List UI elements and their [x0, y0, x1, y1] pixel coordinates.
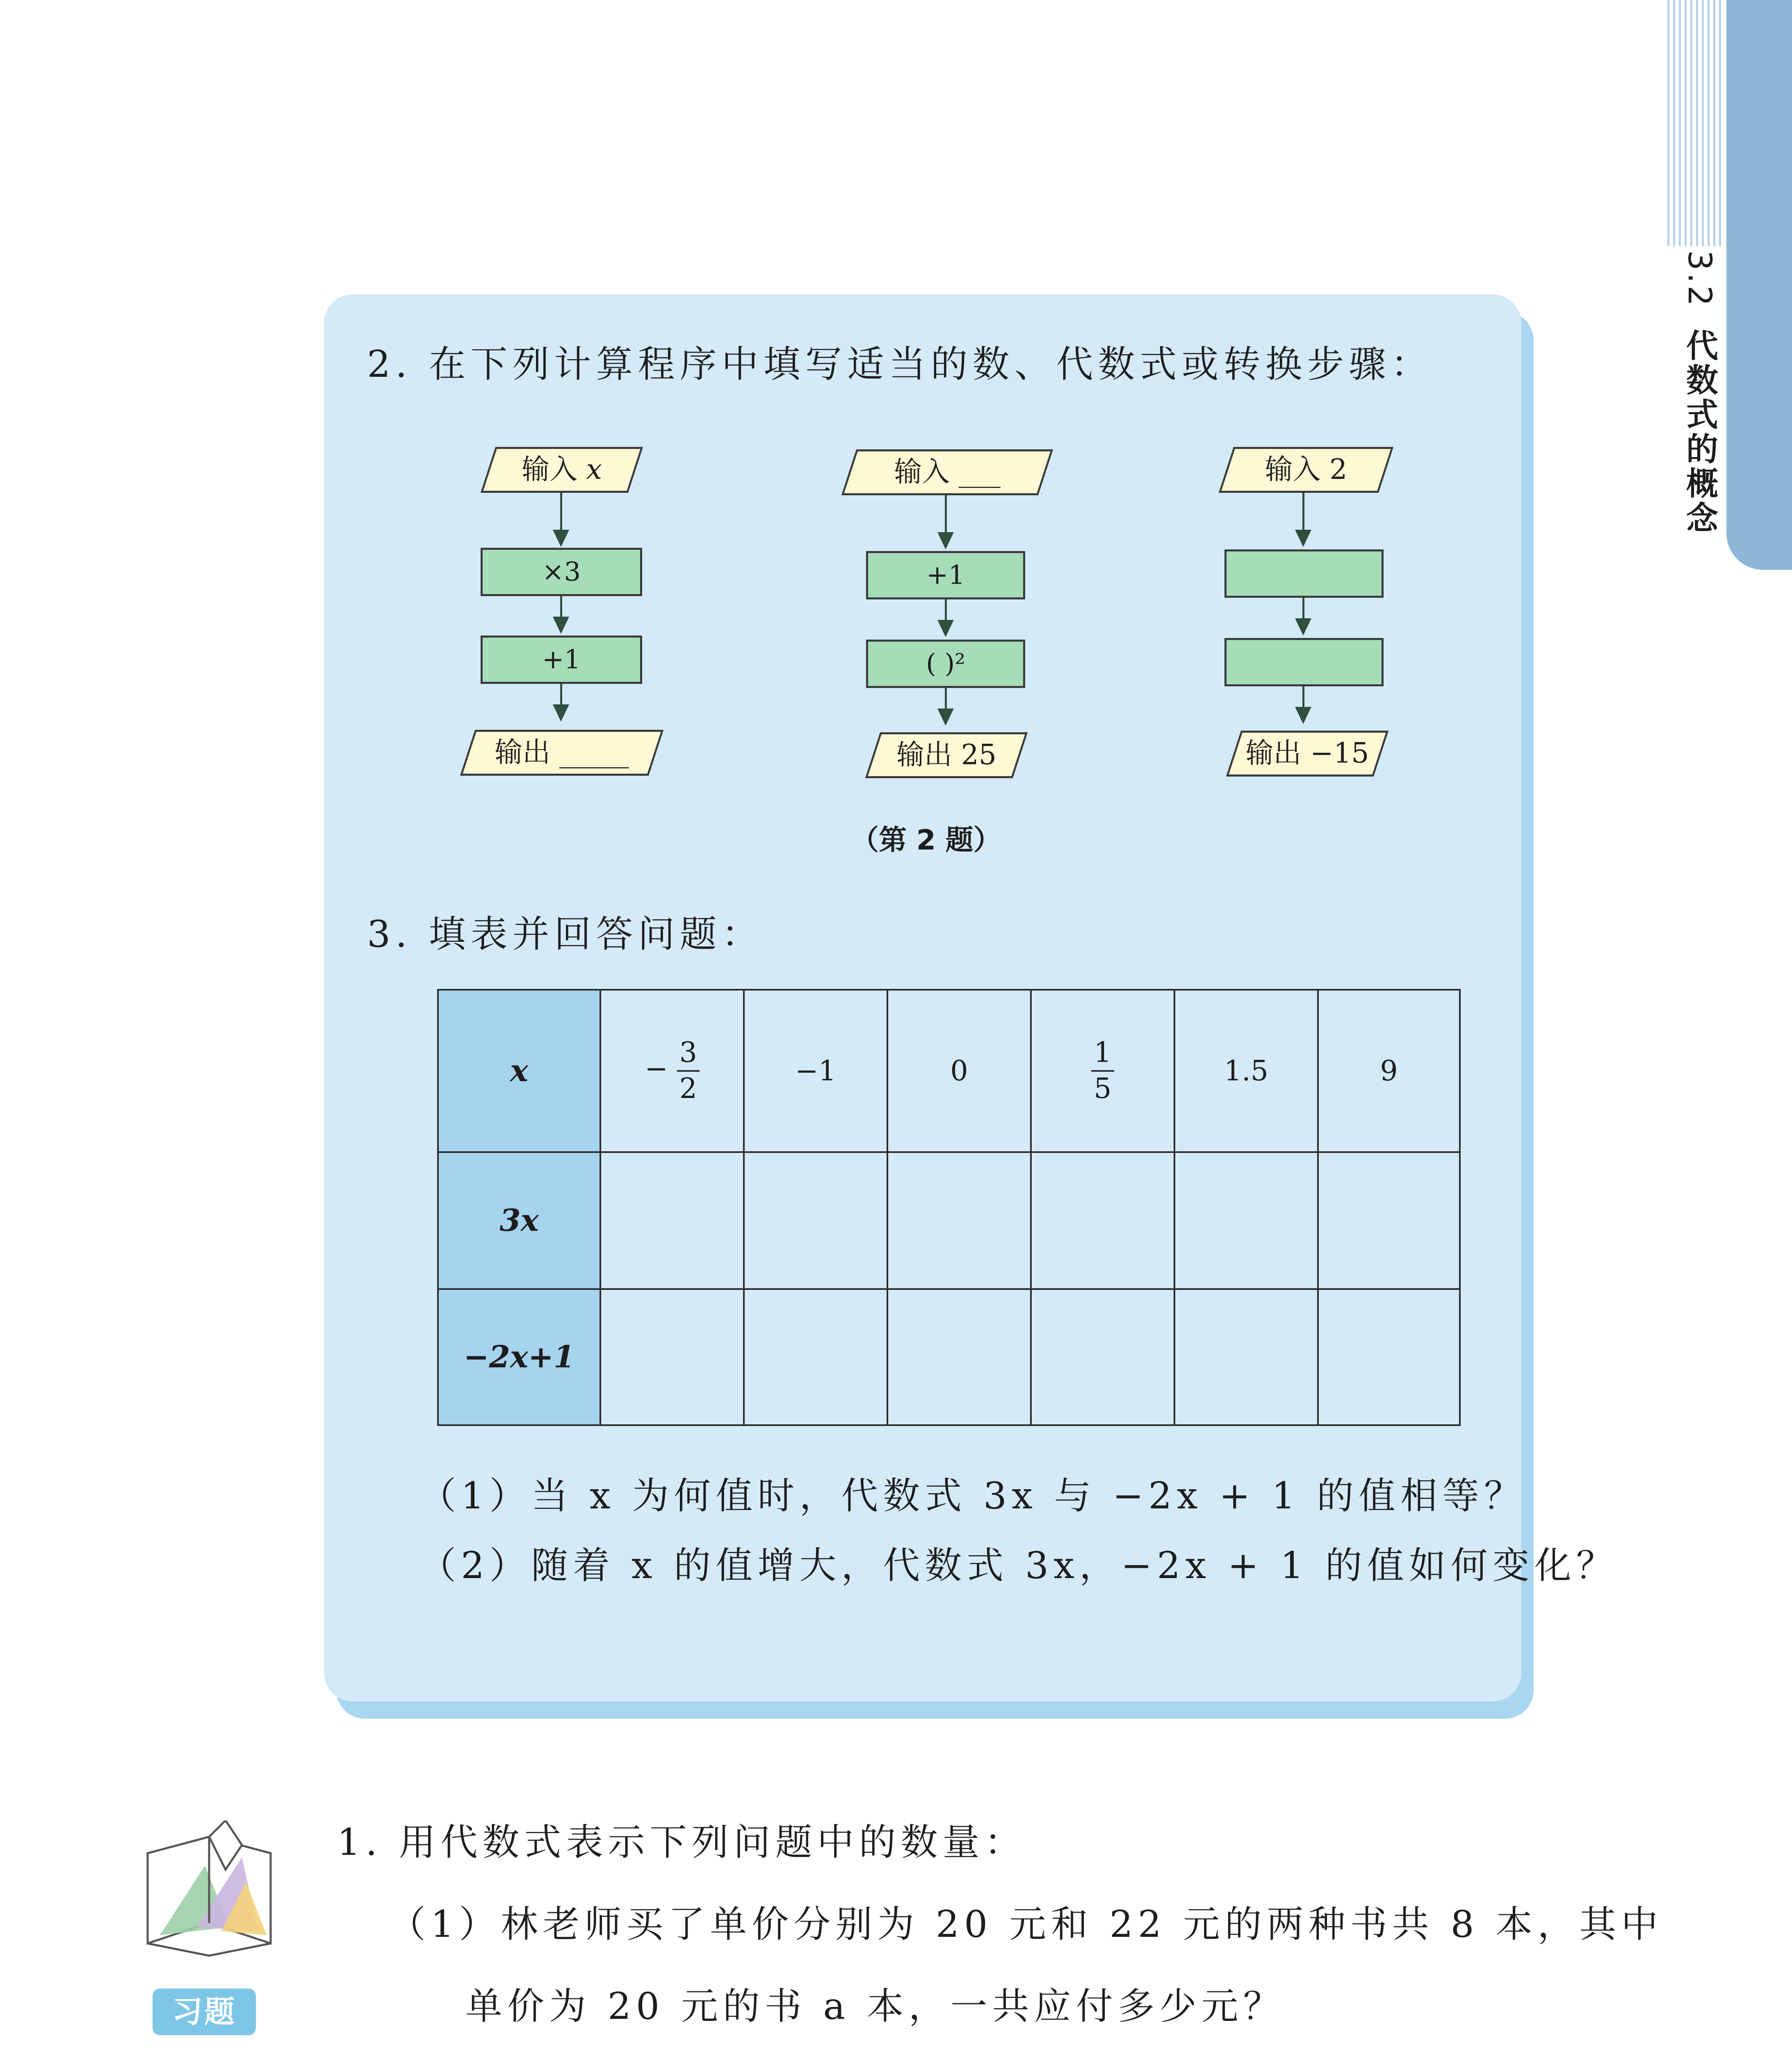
cell-blank: [887, 1289, 1031, 1425]
cell-x-5: 1.5: [1174, 990, 1318, 1152]
cell-x-1: − $\frac{3}{2}$: [600, 990, 744, 1152]
cell-blank: [1174, 1289, 1318, 1425]
problem-3-sub-1: （1）当 x 为何值时，代数式 3x 与 −2x + 1 的值相等？: [419, 1474, 1526, 1517]
cell-x-4: $\frac{1}{5}$: [1031, 990, 1174, 1152]
cell-blank: [1031, 1152, 1174, 1289]
book-icon: [135, 1820, 283, 1968]
exercise-q1-1-line1: （1）林老师买了单价分别为 20 元和 22 元的两种书共 8 本，其中: [389, 1903, 1663, 1946]
flowchart-1-step-2: +1: [481, 636, 642, 684]
flowchart-2-input: 输入 ___: [894, 456, 1001, 488]
table-row-neg2x1: [438, 1289, 1460, 1425]
value-table: [437, 989, 1461, 1426]
problem-3-sub-2: （2）随着 x 的值增大，代数式 3x，−2x + 1 的值如何变化？: [419, 1544, 1618, 1587]
section-name: 代数式的概念: [1681, 329, 1718, 536]
cell-x-3: 0: [887, 990, 1031, 1152]
flowchart-2-output: 输出 25: [896, 739, 997, 771]
flowchart-1-step-1: ×3: [481, 548, 642, 596]
side-tab: [1726, 0, 1792, 570]
cell-blank: [1174, 1152, 1318, 1289]
table-row-3x: [438, 1152, 1460, 1289]
problem-2-statement: 2. 在下列计算程序中填写适当的数、代数式或转换步骤：: [367, 343, 1433, 386]
side-decor-lines: [1667, 0, 1721, 246]
cell-blank: [600, 1152, 744, 1289]
flowchart-3-step-1: [1224, 549, 1384, 598]
cell-blank: [1031, 1289, 1174, 1425]
cell-blank: [1318, 1289, 1460, 1425]
cell-blank: [744, 1289, 887, 1425]
exercise-badge: 习题: [153, 1988, 256, 2035]
cell-blank: [887, 1152, 1031, 1289]
figure-caption: （第 2 题）: [851, 824, 1001, 856]
problem-3-statement: 3. 填表并回答问题：: [367, 913, 764, 956]
row-header-3x: 3x: [438, 1152, 600, 1289]
flowchart-3-step-2: [1224, 638, 1384, 686]
cell-blank: [600, 1289, 744, 1425]
row-header-neg2x1: −2x+1: [438, 1289, 600, 1425]
exercise-q1-1-line2: 单价为 20 元的书 a 本，一共应付多少元？: [465, 1985, 1285, 2028]
flowchart-2-step-2: ( )²: [866, 640, 1025, 688]
section-number: 3.2: [1681, 250, 1718, 309]
row-header-x: x: [438, 990, 600, 1152]
cell-x-6: 9: [1318, 990, 1460, 1152]
flowchart-2-step-1: +1: [866, 551, 1025, 599]
cell-blank: [744, 1152, 887, 1289]
flowchart-1-input: 输入 x: [522, 453, 602, 486]
flowchart-3-output: 输出 −15: [1245, 737, 1369, 770]
section-title: [1665, 250, 1722, 537]
table-row-x: [438, 990, 1460, 1152]
exercise-q1: 1. 用代数式表示下列问题中的数量：: [337, 1821, 1026, 1864]
flowchart-3-input: 输入 2: [1265, 453, 1347, 486]
cell-blank: [1318, 1152, 1460, 1289]
flowchart-1-output: 输出 _____: [495, 736, 629, 769]
cell-x-2: −1: [744, 990, 887, 1152]
